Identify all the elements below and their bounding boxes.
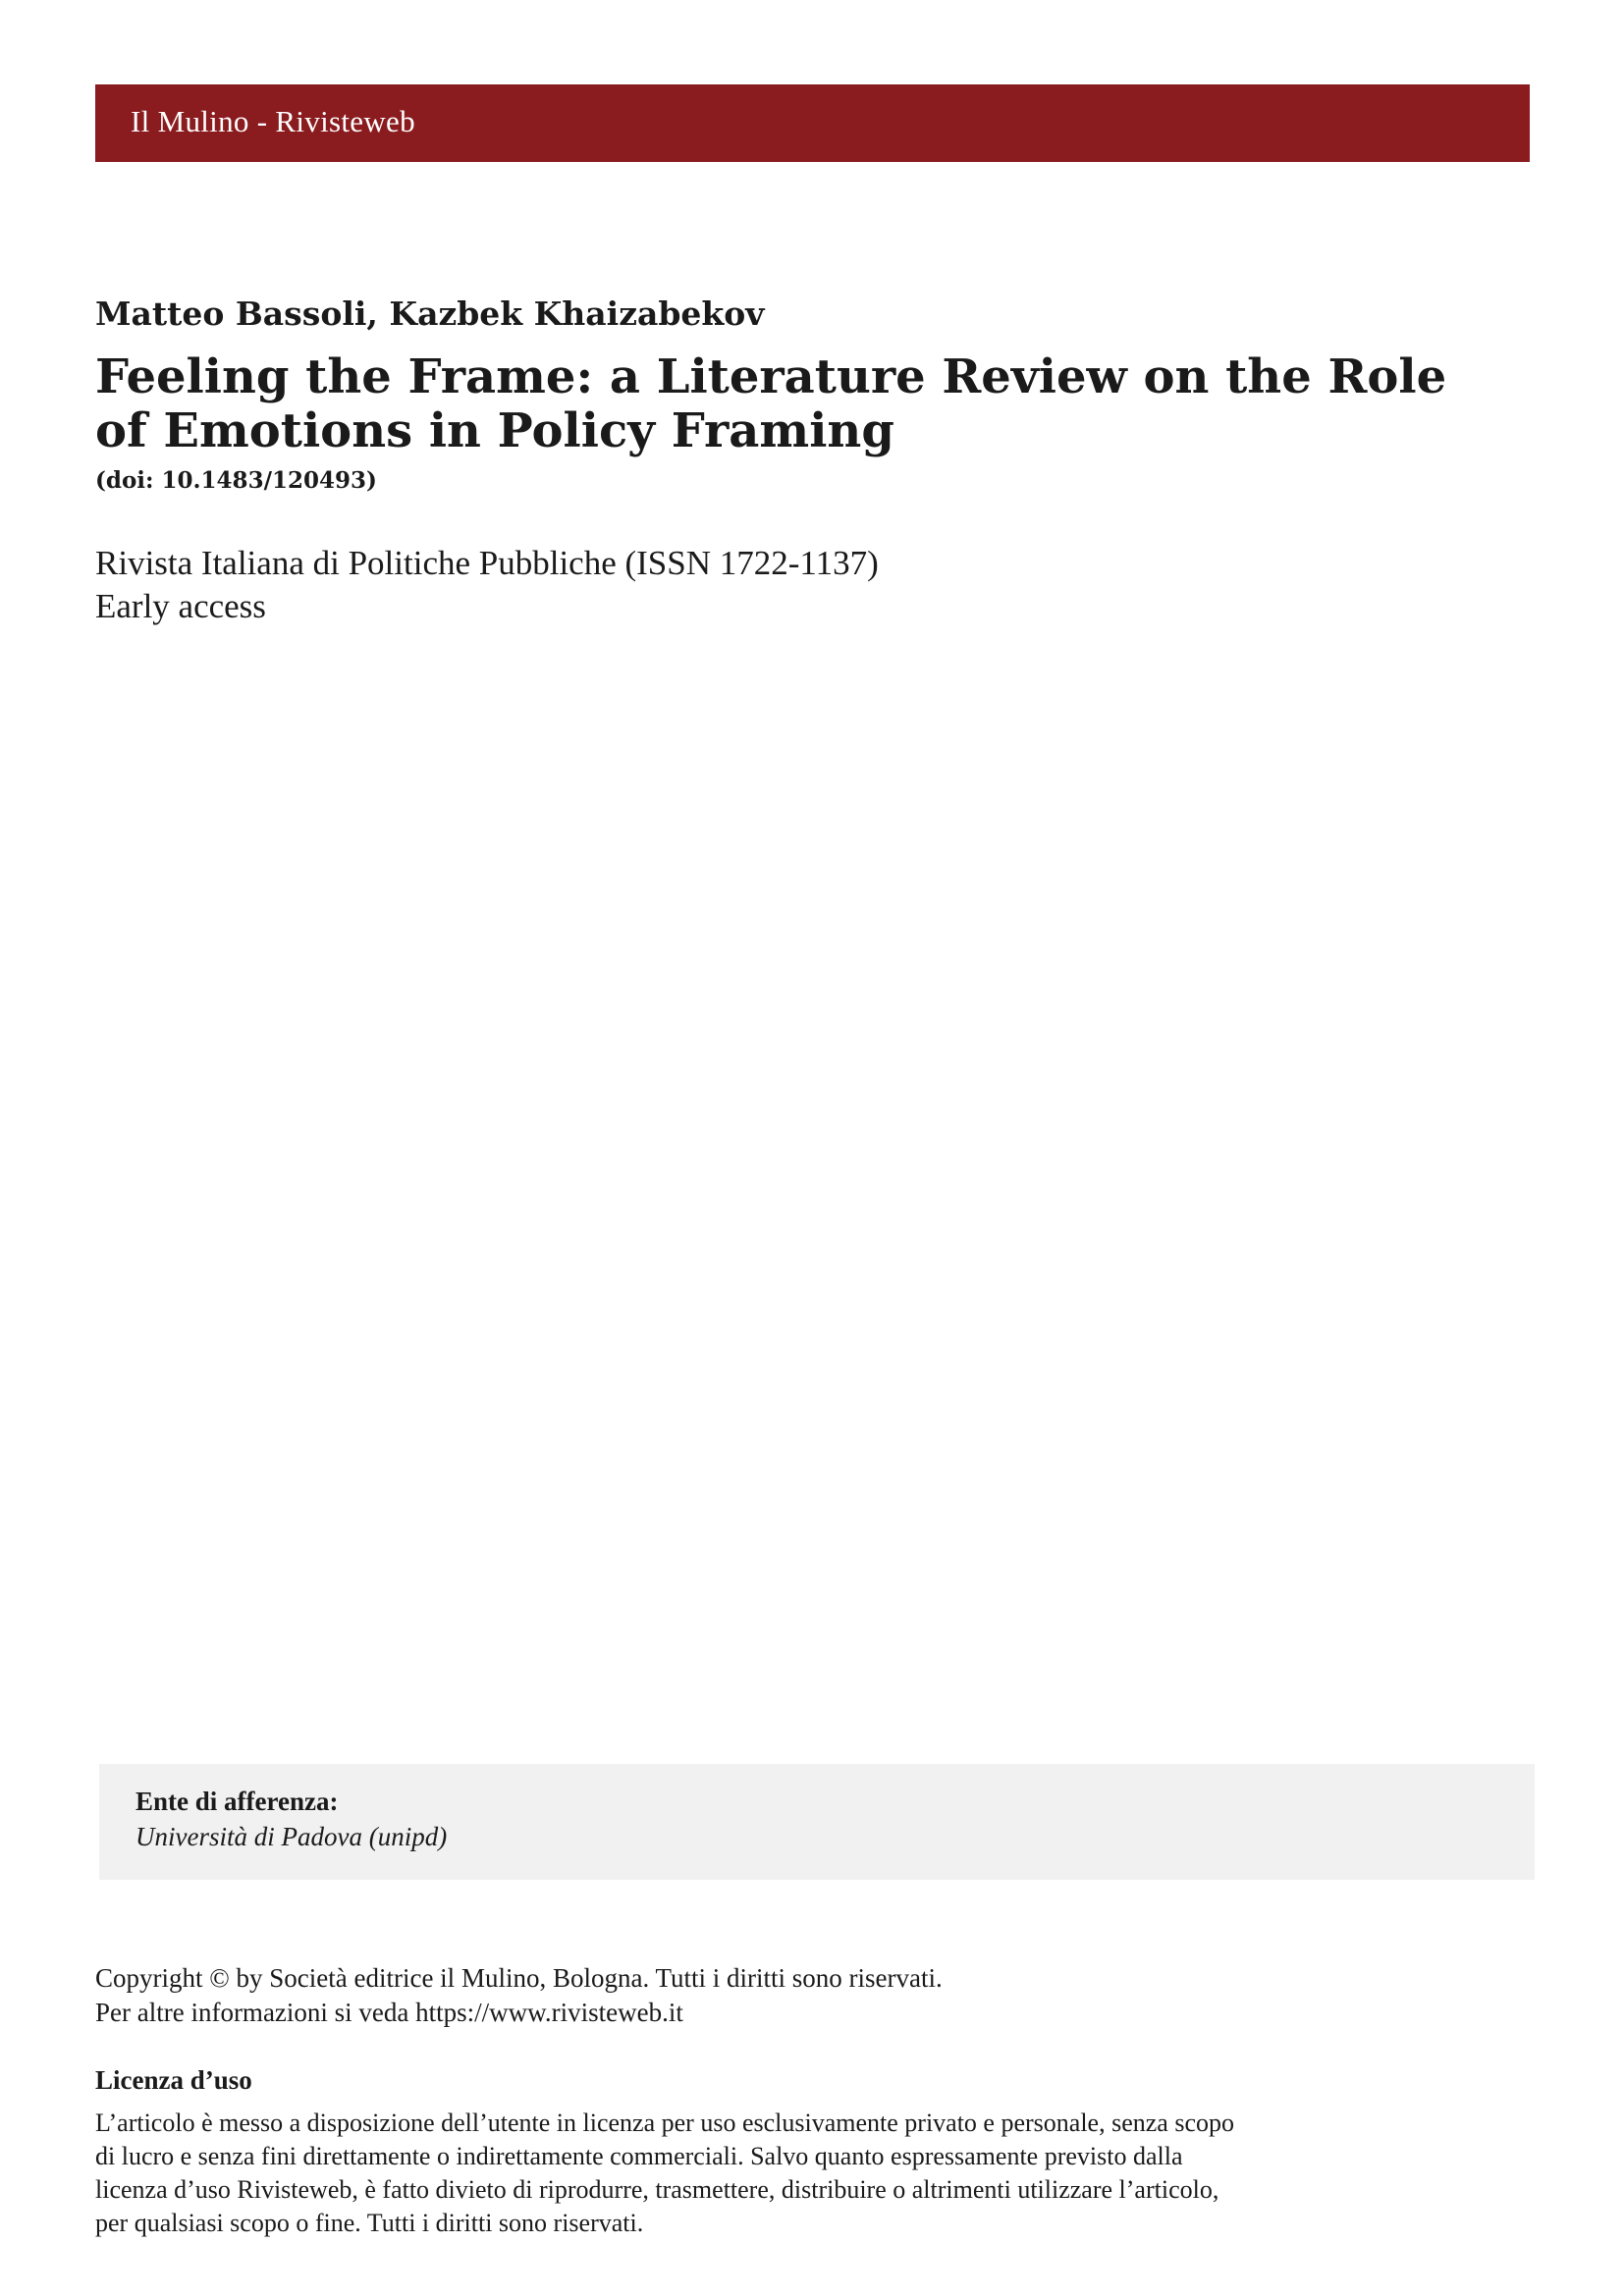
affiliation-label: Ente di afferenza: bbox=[135, 1787, 339, 1816]
article-authors: Matteo Bassoli, Kazbek Khaizabekov bbox=[95, 294, 765, 333]
publisher-name: Il Mulino - Rivisteweb bbox=[131, 104, 415, 138]
copyright-notice bbox=[95, 1961, 943, 2030]
journal-info bbox=[95, 542, 879, 628]
license-line: licenza d’uso Rivisteweb, è fatto divieto di riprodurre, trasmettere, distribuire o altrimenti utilizzare l’articolo, bbox=[95, 2175, 1219, 2204]
copyright-line: Copyright © by Società editrice il Mulino, Bologna. Tutti i diritti sono riservati. bbox=[95, 1963, 943, 1993]
article-title bbox=[95, 350, 1539, 458]
affiliation-value: Università di Padova (unipd) bbox=[135, 1822, 448, 1851]
publication-status: Early access bbox=[95, 587, 266, 625]
article-title-line-2: of Emotions in Policy Framing bbox=[95, 403, 894, 458]
journal-name: Rivista Italiana di Politiche Pubbliche (ISSN 1722-1137) bbox=[95, 544, 879, 582]
info-link-line: Per altre informazioni si veda https://www.rivisteweb.it bbox=[95, 1998, 683, 2027]
license-line: per qualsiasi scopo o fine. Tutti i diritti sono riservati. bbox=[95, 2209, 644, 2237]
affiliation-box bbox=[99, 1764, 1535, 1880]
license-line: di lucro e senza fini direttamente o indirettamente commerciali. Salvo quanto espressamente previsto dalla bbox=[95, 2142, 1183, 2170]
license-line: L’articolo è messo a disposizione dell’utente in licenza per uso esclusivamente privato e personale, senza scopo bbox=[95, 2109, 1234, 2137]
article-doi: (doi: 10.1483/120493) bbox=[95, 467, 377, 494]
article-title-line-1: Feeling the Frame: a Literature Review on the Role bbox=[95, 349, 1447, 404]
license-heading: Licenza d’uso bbox=[95, 2065, 252, 2095]
license-text bbox=[95, 2107, 1509, 2240]
publisher-banner bbox=[95, 84, 1530, 162]
